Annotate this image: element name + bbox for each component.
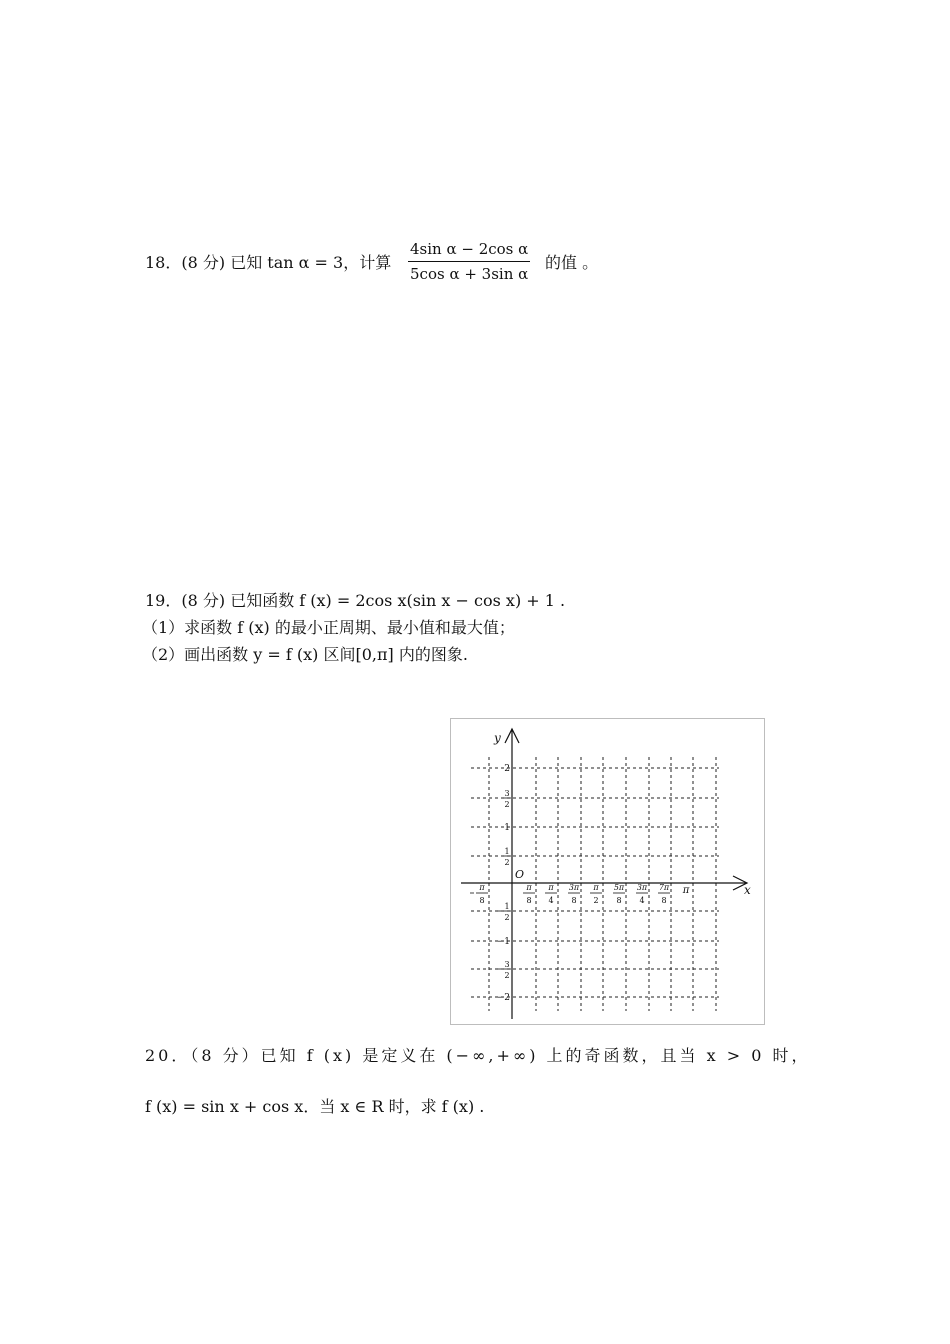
y-tick-label: 1 [504, 823, 510, 833]
y-tick-numerator: 1 [504, 847, 510, 856]
fraction-bar [408, 261, 530, 262]
y-tick-numerator: 1 [504, 902, 510, 911]
x-tick-denominator: 2 [593, 896, 599, 905]
coordinate-grid-figure [450, 718, 765, 1025]
q19-part1: （1）求函数 f (x) 的最小正周期、最小值和最大值； [142, 618, 515, 637]
y-tick-label: 2 [504, 764, 510, 774]
q19-part2: （2）画出函数 y = f (x) 区间[0,π] 内的图象. [142, 645, 468, 664]
q20-line1: 20．（8 分）已知 f (x) 是定义在 (−∞,+∞) 上的奇函数，且当 x > 0 时， [145, 1046, 811, 1065]
y-tick-denominator: 2 [504, 971, 510, 980]
y-tick-numerator: 3 [504, 960, 510, 969]
coordinate-grid [451, 719, 764, 1024]
x-tick-numerator: π [548, 883, 554, 892]
y-tick-denominator: 2 [504, 800, 510, 809]
y-tick-label: −2 [496, 993, 510, 1003]
q18-suffix: 的值 。 [545, 253, 599, 272]
y-axis-label: y [494, 731, 501, 745]
q18-fraction-numerator: 4sin α − 2cos α [410, 240, 529, 258]
origin-label: O [515, 868, 525, 881]
x-tick-denominator: 8 [661, 896, 667, 905]
x-tick-denominator: 8 [571, 896, 577, 905]
q20-line2: f (x) = sin x + cos x．当 x ∈ R 时，求 f (x) . [145, 1097, 485, 1116]
x-tick-numerator: 3π [568, 883, 580, 892]
x-tick-denominator: 8 [526, 896, 532, 905]
x-tick-numerator: 3π [636, 883, 648, 892]
x-tick-denominator: 4 [548, 896, 554, 905]
x-tick-numerator: 7π [658, 883, 670, 892]
x-tick-numerator: π [593, 883, 599, 892]
y-tick-numerator: 3 [504, 789, 510, 798]
x-tick-label: π [682, 885, 690, 896]
q18-prefix: 18．(8 分) 已知 tan α = 3，计算 [145, 253, 392, 272]
x-tick-numerator: π [479, 883, 485, 892]
x-tick-denominator: 8 [479, 896, 485, 905]
q18-fraction-denominator: 5cos α + 3sin α [410, 265, 529, 283]
x-tick-numerator: π [526, 883, 532, 892]
x-tick-numerator: 5π [613, 883, 625, 892]
y-tick-denominator: 2 [504, 913, 510, 922]
y-tick-label: −1 [496, 937, 510, 947]
x-tick-denominator: 4 [639, 896, 645, 905]
x-tick-denominator: 8 [616, 896, 622, 905]
q18-fraction [408, 240, 530, 283]
y-tick-denominator: 2 [504, 858, 510, 867]
q19-stem: 19．(8 分) 已知函数 f (x) = 2cos x(sin x − cos x) + 1 . [145, 591, 566, 610]
x-axis-label: x [744, 883, 751, 897]
